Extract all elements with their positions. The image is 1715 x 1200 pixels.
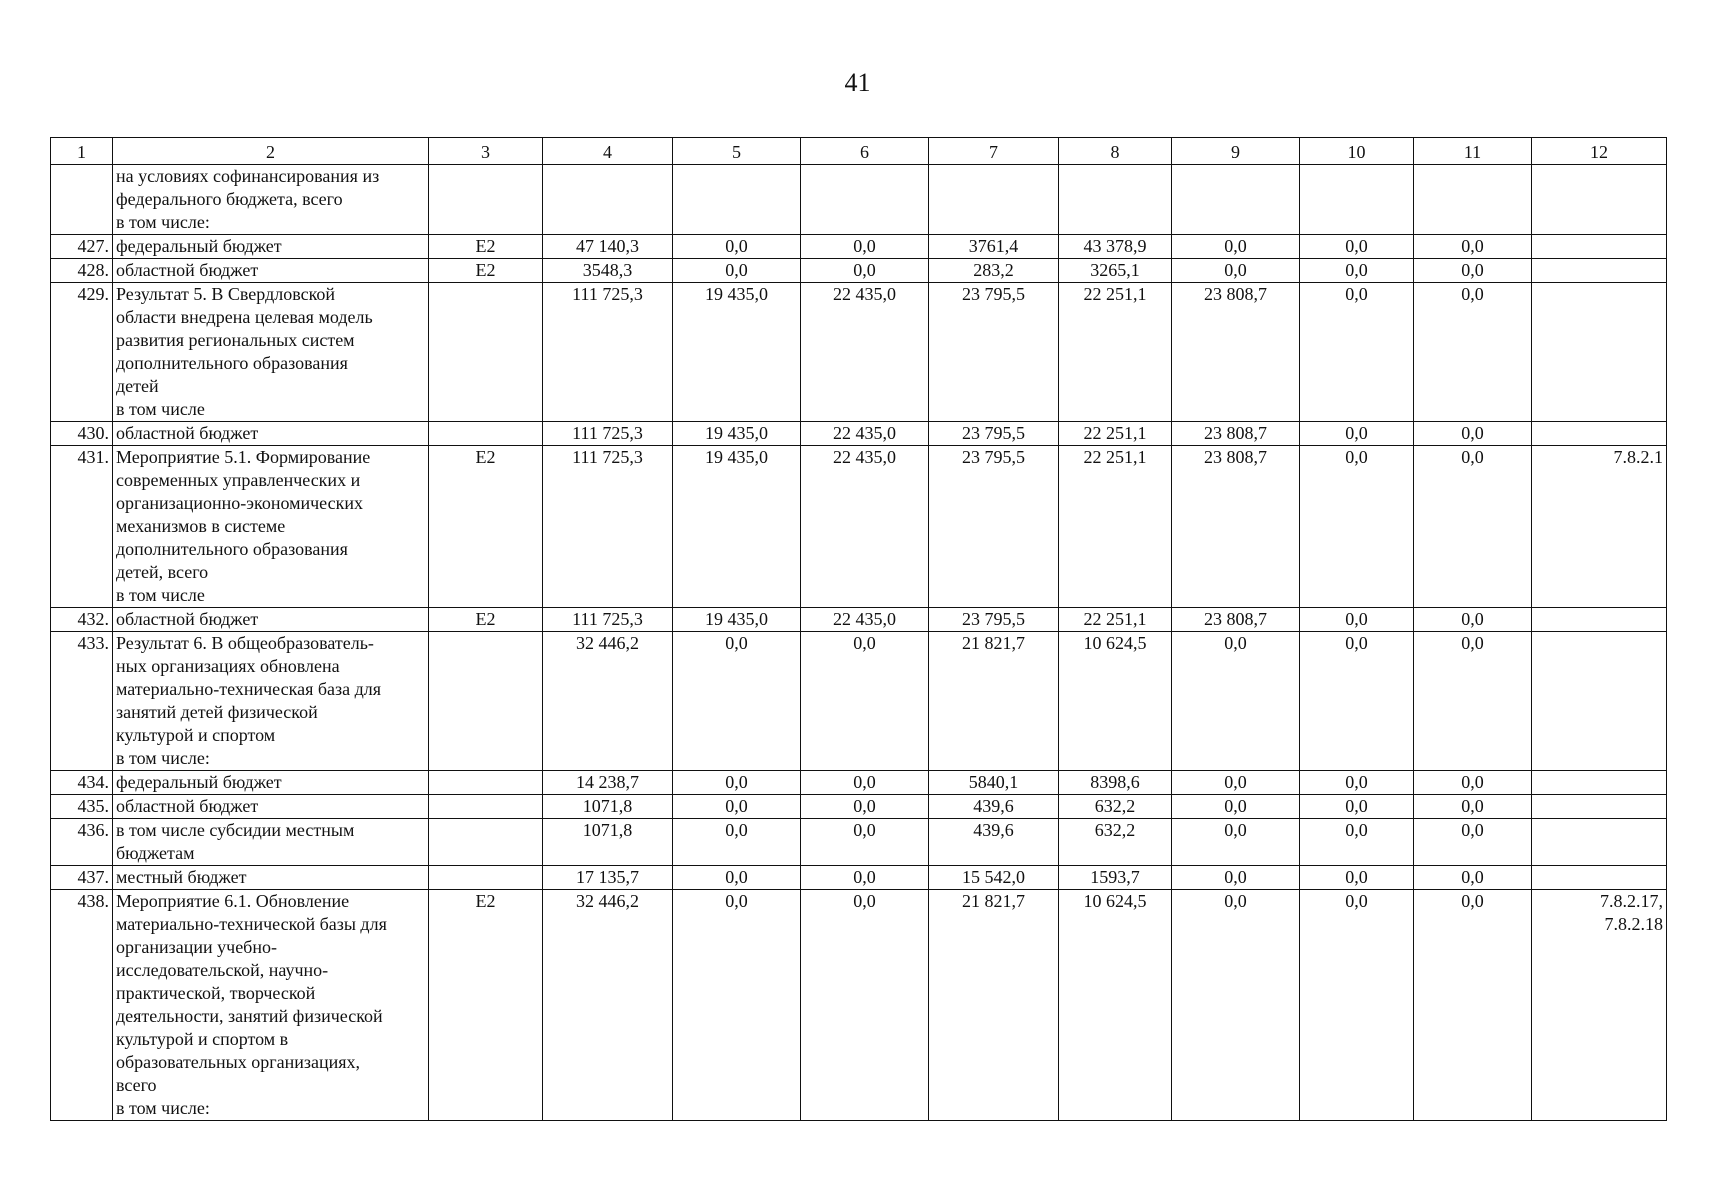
row-code <box>429 771 543 795</box>
target-reference <box>1532 819 1667 866</box>
row-number: 434. <box>51 771 113 795</box>
table-row <box>51 165 1667 235</box>
row-name-line: культурой и спортом <box>116 725 276 745</box>
target-reference <box>1532 866 1667 890</box>
column-header-4: 4 <box>543 138 673 165</box>
target-reference <box>1532 422 1667 446</box>
value-cell-col-6: 22 435,0 <box>801 283 929 422</box>
value-cell-col-5: 19 435,0 <box>673 446 801 608</box>
target-reference-line: 7.8.2.17, <box>1600 891 1663 911</box>
value-cell-col-7: 23 795,5 <box>929 446 1059 608</box>
row-name <box>113 165 429 235</box>
value-cell-col-5: 0,0 <box>673 890 801 1121</box>
value-cell-col-7: 5840,1 <box>929 771 1059 795</box>
row-name-line: областной бюджет <box>116 609 259 629</box>
value-cell-col-4: 111 725,3 <box>543 283 673 422</box>
value-cell-col-5: 0,0 <box>673 866 801 890</box>
target-reference <box>1532 890 1667 1121</box>
value-cell-col-6: 0,0 <box>801 235 929 259</box>
table-row <box>51 235 1667 259</box>
target-reference <box>1532 446 1667 608</box>
row-name-line: исследовательской, научно- <box>116 960 329 980</box>
row-name-line: механизмов в системе <box>116 516 286 536</box>
row-name-line: в том числе <box>116 585 205 605</box>
target-reference <box>1532 259 1667 283</box>
row-name-line: развития региональных систем <box>116 330 355 350</box>
table-body <box>51 165 1667 1121</box>
row-name-line: областной бюджет <box>116 796 259 816</box>
row-number: 436. <box>51 819 113 866</box>
row-name-line: в том числе <box>116 399 205 419</box>
row-number <box>51 165 113 235</box>
budget-table <box>50 137 1667 1121</box>
row-name-line: занятий детей физической <box>116 702 318 722</box>
value-cell-col-5: 0,0 <box>673 771 801 795</box>
row-code: Е2 <box>429 235 543 259</box>
value-cell-col-8: 22 251,1 <box>1059 283 1172 422</box>
row-name-line: федерального бюджета, всего <box>116 189 343 209</box>
value-cell-col-5: 0,0 <box>673 259 801 283</box>
value-cell-col-4: 14 238,7 <box>543 771 673 795</box>
value-cell-col-6: 22 435,0 <box>801 422 929 446</box>
value-cell-col-6: 0,0 <box>801 866 929 890</box>
row-name-line: организационно-экономических <box>116 493 363 513</box>
value-cell-col-11: 0,0 <box>1414 632 1532 771</box>
row-name-line: Мероприятие 6.1. Обновление <box>116 891 350 911</box>
value-cell-col-9 <box>1172 165 1300 235</box>
value-cell-col-10: 0,0 <box>1300 283 1414 422</box>
value-cell-col-6: 22 435,0 <box>801 446 929 608</box>
value-cell-col-10 <box>1300 165 1414 235</box>
table-row <box>51 446 1667 608</box>
value-cell-col-9: 0,0 <box>1172 259 1300 283</box>
value-cell-col-10: 0,0 <box>1300 795 1414 819</box>
row-name <box>113 446 429 608</box>
value-cell-col-7: 21 821,7 <box>929 632 1059 771</box>
row-name-line: Результат 6. В общеобразователь- <box>116 633 374 653</box>
target-reference <box>1532 795 1667 819</box>
value-cell-col-6: 22 435,0 <box>801 608 929 632</box>
row-name-line: организации учебно- <box>116 937 277 957</box>
column-header-10: 10 <box>1300 138 1414 165</box>
row-name-line: практической, творческой <box>116 983 316 1003</box>
row-name-line: материально-техническая база для <box>116 679 382 699</box>
row-name <box>113 235 429 259</box>
value-cell-col-6 <box>801 165 929 235</box>
column-header-6: 6 <box>801 138 929 165</box>
value-cell-col-9: 23 808,7 <box>1172 283 1300 422</box>
row-number: 431. <box>51 446 113 608</box>
value-cell-col-6: 0,0 <box>801 890 929 1121</box>
column-header-2: 2 <box>113 138 429 165</box>
row-code: Е2 <box>429 890 543 1121</box>
row-name-line: детей <box>116 376 159 396</box>
value-cell-col-11: 0,0 <box>1414 819 1532 866</box>
value-cell-col-10: 0,0 <box>1300 866 1414 890</box>
value-cell-col-8: 632,2 <box>1059 819 1172 866</box>
value-cell-col-7: 23 795,5 <box>929 283 1059 422</box>
column-header-12: 12 <box>1532 138 1667 165</box>
value-cell-col-9: 0,0 <box>1172 632 1300 771</box>
value-cell-col-11: 0,0 <box>1414 259 1532 283</box>
row-name <box>113 819 429 866</box>
table-row <box>51 771 1667 795</box>
row-name-line: дополнительного образования <box>116 353 348 373</box>
row-name-line: Мероприятие 5.1. Формирование <box>116 447 371 467</box>
value-cell-col-9: 0,0 <box>1172 890 1300 1121</box>
value-cell-col-10: 0,0 <box>1300 259 1414 283</box>
row-name-line: детей, всего <box>116 562 209 582</box>
value-cell-col-11: 0,0 <box>1414 446 1532 608</box>
row-name-line: Результат 5. В Свердловской <box>116 284 336 304</box>
row-name <box>113 608 429 632</box>
row-code <box>429 866 543 890</box>
row-code <box>429 283 543 422</box>
row-code <box>429 632 543 771</box>
value-cell-col-5: 0,0 <box>673 819 801 866</box>
value-cell-col-8: 3265,1 <box>1059 259 1172 283</box>
value-cell-col-9: 23 808,7 <box>1172 446 1300 608</box>
value-cell-col-10: 0,0 <box>1300 446 1414 608</box>
row-name-line: местный бюджет <box>116 867 247 887</box>
value-cell-col-11: 0,0 <box>1414 283 1532 422</box>
value-cell-col-5: 19 435,0 <box>673 422 801 446</box>
value-cell-col-5: 0,0 <box>673 632 801 771</box>
row-number: 429. <box>51 283 113 422</box>
row-name-line: культурой и спортом в <box>116 1029 289 1049</box>
value-cell-col-5: 19 435,0 <box>673 608 801 632</box>
table-row <box>51 819 1667 866</box>
row-number: 438. <box>51 890 113 1121</box>
row-number: 435. <box>51 795 113 819</box>
row-name <box>113 259 429 283</box>
value-cell-col-4: 32 446,2 <box>543 632 673 771</box>
value-cell-col-5 <box>673 165 801 235</box>
value-cell-col-9: 0,0 <box>1172 866 1300 890</box>
row-name-line: ных организациях обновлена <box>116 656 340 676</box>
row-code <box>429 422 543 446</box>
page-number: 41 <box>844 68 871 97</box>
value-cell-col-4 <box>543 165 673 235</box>
value-cell-col-7: 439,6 <box>929 795 1059 819</box>
value-cell-col-11 <box>1414 165 1532 235</box>
table-row <box>51 866 1667 890</box>
value-cell-col-6: 0,0 <box>801 632 929 771</box>
target-reference-line: 7.8.2.18 <box>1604 914 1663 934</box>
row-name-line: бюджетам <box>116 843 195 863</box>
value-cell-col-7 <box>929 165 1059 235</box>
row-name-line: области внедрена целевая модель <box>116 307 373 327</box>
value-cell-col-9: 23 808,7 <box>1172 608 1300 632</box>
value-cell-col-6: 0,0 <box>801 819 929 866</box>
value-cell-col-4: 17 135,7 <box>543 866 673 890</box>
value-cell-col-4: 111 725,3 <box>543 608 673 632</box>
target-reference <box>1532 283 1667 422</box>
value-cell-col-8: 10 624,5 <box>1059 890 1172 1121</box>
target-reference-line: 7.8.2.1 <box>1613 447 1663 467</box>
row-code <box>429 165 543 235</box>
row-name-line: федеральный бюджет <box>116 772 282 792</box>
value-cell-col-8: 1593,7 <box>1059 866 1172 890</box>
row-name-line: материально-технической базы для <box>116 914 387 934</box>
row-code <box>429 795 543 819</box>
value-cell-col-4: 111 725,3 <box>543 446 673 608</box>
row-name-line: федеральный бюджет <box>116 236 282 256</box>
value-cell-col-6: 0,0 <box>801 795 929 819</box>
table-row <box>51 283 1667 422</box>
target-reference <box>1532 235 1667 259</box>
row-number: 428. <box>51 259 113 283</box>
table-row <box>51 795 1667 819</box>
value-cell-col-4: 47 140,3 <box>543 235 673 259</box>
column-header-5: 5 <box>673 138 801 165</box>
value-cell-col-10: 0,0 <box>1300 819 1414 866</box>
row-number: 433. <box>51 632 113 771</box>
value-cell-col-5: 0,0 <box>673 235 801 259</box>
value-cell-col-11: 0,0 <box>1414 771 1532 795</box>
row-name-line: в том числе субсидии местным <box>116 820 355 840</box>
table-row <box>51 608 1667 632</box>
row-name-line: на условиях софинансирования из <box>116 166 380 186</box>
value-cell-col-4: 32 446,2 <box>543 890 673 1121</box>
value-cell-col-11: 0,0 <box>1414 890 1532 1121</box>
target-reference <box>1532 608 1667 632</box>
value-cell-col-10: 0,0 <box>1300 608 1414 632</box>
column-header-3: 3 <box>429 138 543 165</box>
value-cell-col-10: 0,0 <box>1300 422 1414 446</box>
column-header-1: 1 <box>51 138 113 165</box>
row-name <box>113 283 429 422</box>
row-name <box>113 771 429 795</box>
value-cell-col-5: 0,0 <box>673 795 801 819</box>
row-name-line: деятельности, занятий физической <box>116 1006 383 1026</box>
value-cell-col-9: 0,0 <box>1172 771 1300 795</box>
row-code <box>429 819 543 866</box>
row-name <box>113 422 429 446</box>
row-name-line: в том числе: <box>116 748 210 768</box>
target-reference <box>1532 165 1667 235</box>
value-cell-col-8: 8398,6 <box>1059 771 1172 795</box>
row-name <box>113 890 429 1121</box>
row-name-line: в том числе: <box>116 212 210 232</box>
value-cell-col-6: 0,0 <box>801 771 929 795</box>
value-cell-col-8 <box>1059 165 1172 235</box>
row-number: 427. <box>51 235 113 259</box>
table-row <box>51 259 1667 283</box>
column-header-row <box>51 138 1667 165</box>
value-cell-col-4: 1071,8 <box>543 795 673 819</box>
row-name <box>113 866 429 890</box>
column-header-9: 9 <box>1172 138 1300 165</box>
value-cell-col-7: 21 821,7 <box>929 890 1059 1121</box>
value-cell-col-4: 111 725,3 <box>543 422 673 446</box>
value-cell-col-7: 283,2 <box>929 259 1059 283</box>
column-header-8: 8 <box>1059 138 1172 165</box>
value-cell-col-6: 0,0 <box>801 259 929 283</box>
row-name-line: областной бюджет <box>116 423 259 443</box>
row-name <box>113 632 429 771</box>
row-name-line: дополнительного образования <box>116 539 348 559</box>
value-cell-col-11: 0,0 <box>1414 866 1532 890</box>
row-code: Е2 <box>429 446 543 608</box>
value-cell-col-10: 0,0 <box>1300 890 1414 1121</box>
column-header-11: 11 <box>1414 138 1532 165</box>
value-cell-col-11: 0,0 <box>1414 608 1532 632</box>
value-cell-col-4: 1071,8 <box>543 819 673 866</box>
value-cell-col-9: 23 808,7 <box>1172 422 1300 446</box>
value-cell-col-8: 22 251,1 <box>1059 422 1172 446</box>
value-cell-col-11: 0,0 <box>1414 235 1532 259</box>
target-reference <box>1532 771 1667 795</box>
value-cell-col-4: 3548,3 <box>543 259 673 283</box>
row-code: Е2 <box>429 608 543 632</box>
row-code: Е2 <box>429 259 543 283</box>
value-cell-col-8: 10 624,5 <box>1059 632 1172 771</box>
value-cell-col-7: 3761,4 <box>929 235 1059 259</box>
row-number: 432. <box>51 608 113 632</box>
value-cell-col-10: 0,0 <box>1300 632 1414 771</box>
value-cell-col-10: 0,0 <box>1300 235 1414 259</box>
value-cell-col-8: 22 251,1 <box>1059 608 1172 632</box>
table-row <box>51 422 1667 446</box>
row-name-line: образовательных организациях, <box>116 1052 360 1072</box>
target-reference <box>1532 632 1667 771</box>
column-header-7: 7 <box>929 138 1059 165</box>
row-name-line: областной бюджет <box>116 260 259 280</box>
value-cell-col-10: 0,0 <box>1300 771 1414 795</box>
value-cell-col-7: 23 795,5 <box>929 422 1059 446</box>
value-cell-col-7: 15 542,0 <box>929 866 1059 890</box>
value-cell-col-11: 0,0 <box>1414 795 1532 819</box>
value-cell-col-7: 439,6 <box>929 819 1059 866</box>
value-cell-col-9: 0,0 <box>1172 795 1300 819</box>
row-name <box>113 795 429 819</box>
value-cell-col-9: 0,0 <box>1172 235 1300 259</box>
value-cell-col-9: 0,0 <box>1172 819 1300 866</box>
value-cell-col-8: 22 251,1 <box>1059 446 1172 608</box>
value-cell-col-11: 0,0 <box>1414 422 1532 446</box>
value-cell-col-7: 23 795,5 <box>929 608 1059 632</box>
table-row <box>51 632 1667 771</box>
table-row <box>51 890 1667 1121</box>
value-cell-col-8: 43 378,9 <box>1059 235 1172 259</box>
row-name-line: в том числе: <box>116 1098 210 1118</box>
value-cell-col-8: 632,2 <box>1059 795 1172 819</box>
row-number: 437. <box>51 866 113 890</box>
row-number: 430. <box>51 422 113 446</box>
row-name-line: современных управленческих и <box>116 470 361 490</box>
row-name-line: всего <box>116 1075 157 1095</box>
value-cell-col-5: 19 435,0 <box>673 283 801 422</box>
